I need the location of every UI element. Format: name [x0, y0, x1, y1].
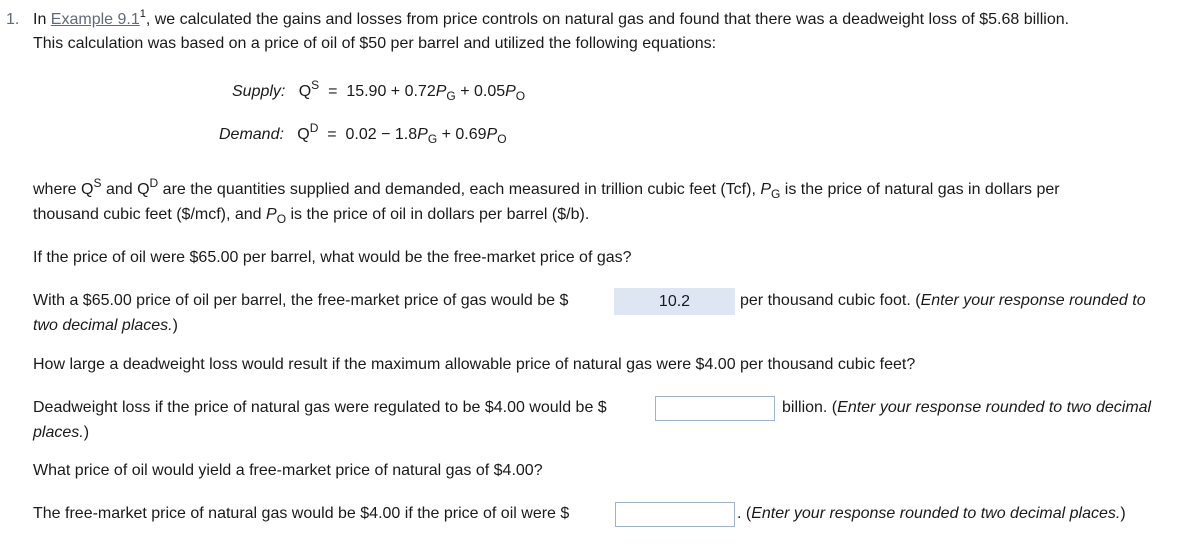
supply-equation — [232, 78, 526, 103]
q3-answer-prefix: The free-market price of natural gas would be $4.00 if the price of oil were $ — [33, 505, 570, 522]
question-intro-line1 — [33, 10, 1069, 31]
q1-answer-line2: two decimal places.) — [33, 317, 178, 334]
where-line1: where $Q^S$ and $Q^D$ are the quantities supplied and demanded, each measured in trillion cubic feet (Tcf), $P_G$ is the price of natural gas in dollars per — [33, 176, 1060, 201]
q1-prompt: If the price of oil were $65.00 per barrel, what would be the free-market price of gas? — [33, 249, 632, 266]
demand-equation — [219, 121, 507, 146]
supply-label: Supply: — [232, 83, 286, 100]
where-line2: thousand cubic feet ($/mcf), and $P_O$ is the price of oil in dollars per barrel ($/b). — [33, 206, 590, 226]
q1-answer-prefix: With a $65.00 price of oil per barrel, the free-market price of gas would be $ — [33, 292, 569, 309]
supply-equals: = — [328, 83, 338, 100]
q2-answer-line2: places.) — [33, 424, 90, 441]
footnote-marker[interactable]: 1 — [139, 8, 146, 20]
example-link[interactable]: Example 9.1 — [50, 11, 140, 28]
intro-suffix: , we calculated the gains and losses from price controls on natural gas and found that there was a deadweight loss of $5.68 billion. — [145, 11, 1070, 28]
q1-answer-suffix: per thousand cubic foot. (Enter your response rounded to — [740, 292, 1146, 309]
demand-rhs: $0.02 - 1.8P_G + 0.69P_O$ — [345, 126, 507, 146]
demand-q: $Q^D$ — [297, 121, 319, 143]
q3-prompt: What price of oil would yield a free-market price of natural gas of $4.00? — [33, 462, 543, 479]
q2-answer-prefix: Deadweight loss if the price of natural gas were regulated to be $4.00 would be $ — [33, 399, 607, 416]
q2-prompt: How large a deadweight loss would result if the maximum allowable price of natural gas were $4.00 per thousand cubic feet? — [33, 356, 916, 373]
q2-answer-input[interactable] — [655, 396, 775, 421]
question-number: 1. — [6, 11, 20, 28]
q1-answer-field[interactable]: 10.2 — [614, 288, 735, 315]
q2-answer-suffix: billion. (Enter your response rounded to two decimal — [782, 399, 1152, 416]
supply-rhs: $15.90 + 0.72P_G + 0.05P_O$ — [346, 83, 526, 103]
intro-prefix: In — [33, 11, 51, 28]
q3-answer-input[interactable] — [615, 502, 735, 527]
supply-q: $Q^S$ — [298, 78, 320, 100]
demand-equals: = — [327, 126, 337, 143]
question-intro-line2: This calculation was based on a price of oil of $50 per barrel and utilized the following equations: — [33, 35, 717, 52]
q3-answer-suffix: . (Enter your response rounded to two decimal places.) — [737, 505, 1126, 522]
demand-label: Demand: — [219, 126, 284, 143]
